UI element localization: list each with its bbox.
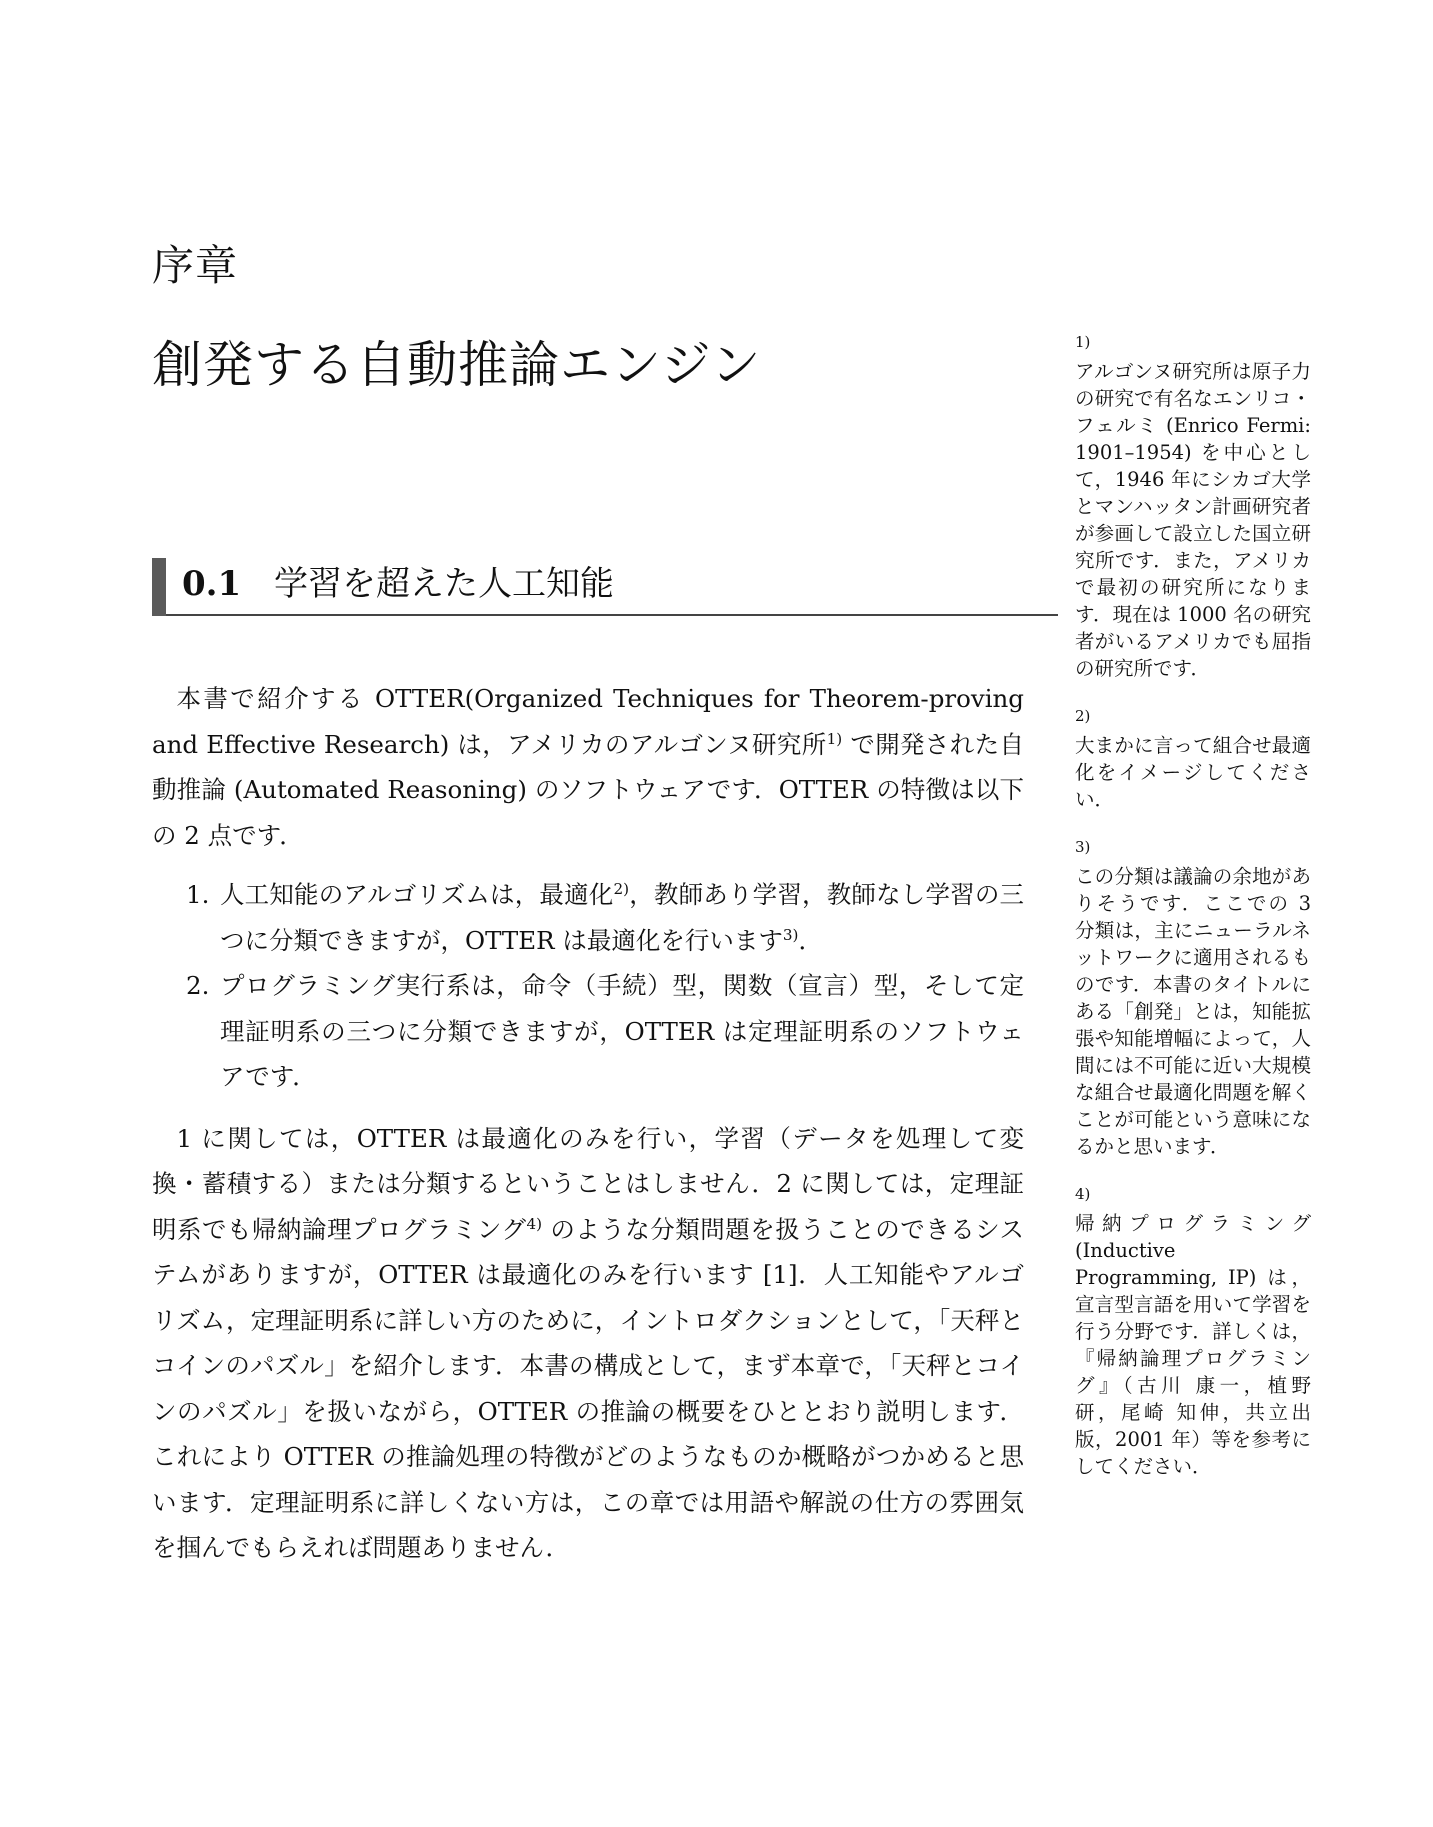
chapter-title: 創発する自動推論エンジン (152, 336, 762, 394)
margin-note (1075, 328, 1311, 682)
paragraph-details-part-b: のような分類問題を扱うことのできるシステムがありますが，OTTER は最適化のみを行います [1]．人工知能やアルゴリズム，定理証明系に詳しい方のために，イントロダクションとして，「天秤とコインのパズル」を紹介します．本書の構成として，まず本章で，「天秤とコインのパズル」を扱いながら，OTTER の推論の概要をひととおり説明します．これにより OTTER の推論処理の特徴がどのようなものか概略がつかめると思います．定理証明系に詳しくない方は，この章では用語や解説の仕方の雰囲気を掴んでもらえれば問題ありません． (152, 1214, 1024, 1562)
section-heading (152, 558, 1058, 616)
footnote-ref-4[interactable]: 4) (526, 1214, 543, 1233)
margin-note (1075, 1180, 1311, 1480)
list-item-number: 1. (186, 880, 210, 909)
footnote-ref-3[interactable]: 3) (782, 925, 799, 944)
note-text: この分類は議論の余地がありそうです．ここでの 3 分類は，主にニューラルネットワークに適用されるものです．本書のタイトルにある「創発」とは，知能拡張や知能増幅によって，人間には不可能に近い大規模な組合せ最適化問題を解くことが可能という意味になるかと思います． (1075, 865, 1311, 1158)
list-item (186, 872, 1024, 963)
list-item-text-a: 人工知能のアルゴリズムは，最適化 (220, 880, 614, 909)
paragraph-details-part-a: 1 に関しては，OTTER は最適化のみを行い，学習（データを処理して変換・蓄積する）または分類するということはしません．2 に関しては，定理証明系でも帰納論理プログラミング (152, 1123, 1024, 1244)
paragraph-intro-part-b: で開発された自動推論 (Automated Reasoning) のソフトウェアです．OTTER の特徴は以下の 2 点です． (152, 729, 1024, 850)
list-item-text-b: ，教師あり学習，教師なし学習の三つに分類できますが，OTTER は最適化を行います (220, 880, 1024, 955)
chapter-label: 序章 (152, 241, 239, 290)
section-number: 0.1 (182, 564, 242, 604)
note-text: 大まかに言って組合せ最適化をイメージしてください． (1075, 734, 1311, 811)
margin-notes (1075, 328, 1311, 1500)
list-item-text-c: ． (798, 925, 823, 955)
note-text: アルゴンヌ研究所は原子力の研究で有名なエンリコ・フェルミ (Enrico Fermi: 1901–1954) を中心として，1946 年にシカゴ大学とマンハッタン計画研究者が参画して設立した国立研究所です．また，アメリカで最初の研究所になります．現在は 1000 名の研究者がいるアメリカでも屈指の研究所です． (1075, 360, 1311, 680)
margin-note (1075, 833, 1311, 1160)
note-marker: 4) (1075, 1185, 1091, 1203)
list-item-number: 2. (186, 971, 210, 1000)
note-marker: 1) (1075, 333, 1091, 351)
note-text: 帰納プログラミング (Inductive Programming, IP) は，宣言型言語を用いて学習を行う分野です．詳しくは，『帰納論理プログラミング』（古川 康一，植野 研，尾崎 知伸，共立出版，2001 年）等を参考にしてください． (1075, 1212, 1311, 1478)
footnote-ref-2[interactable]: 2) (613, 879, 630, 898)
footnote-ref-1[interactable]: 1) (826, 729, 843, 748)
section-title: 学習を超えた人工知能 (274, 564, 614, 604)
note-marker: 2) (1075, 707, 1091, 725)
main-text (152, 676, 1024, 1571)
list-item (186, 963, 1024, 1100)
paragraph-intro-part-a: 本書で紹介する OTTER(Organized Techniques for Theorem-proving and Effective Research) は，アメリカのアルゴンヌ研究所 (152, 684, 1024, 759)
margin-note (1075, 702, 1311, 813)
section-bar (152, 558, 166, 616)
paragraph-intro (152, 676, 1024, 858)
list-item-text: プログラミング実行系は，命令（手続）型，関数（宣言）型，そして定理証明系の三つに分類できますが，OTTER は定理証明系のソフトウェアです． (220, 971, 1024, 1091)
note-marker: 3) (1075, 838, 1091, 856)
paragraph-details (152, 1116, 1024, 1571)
feature-list (152, 872, 1024, 1100)
